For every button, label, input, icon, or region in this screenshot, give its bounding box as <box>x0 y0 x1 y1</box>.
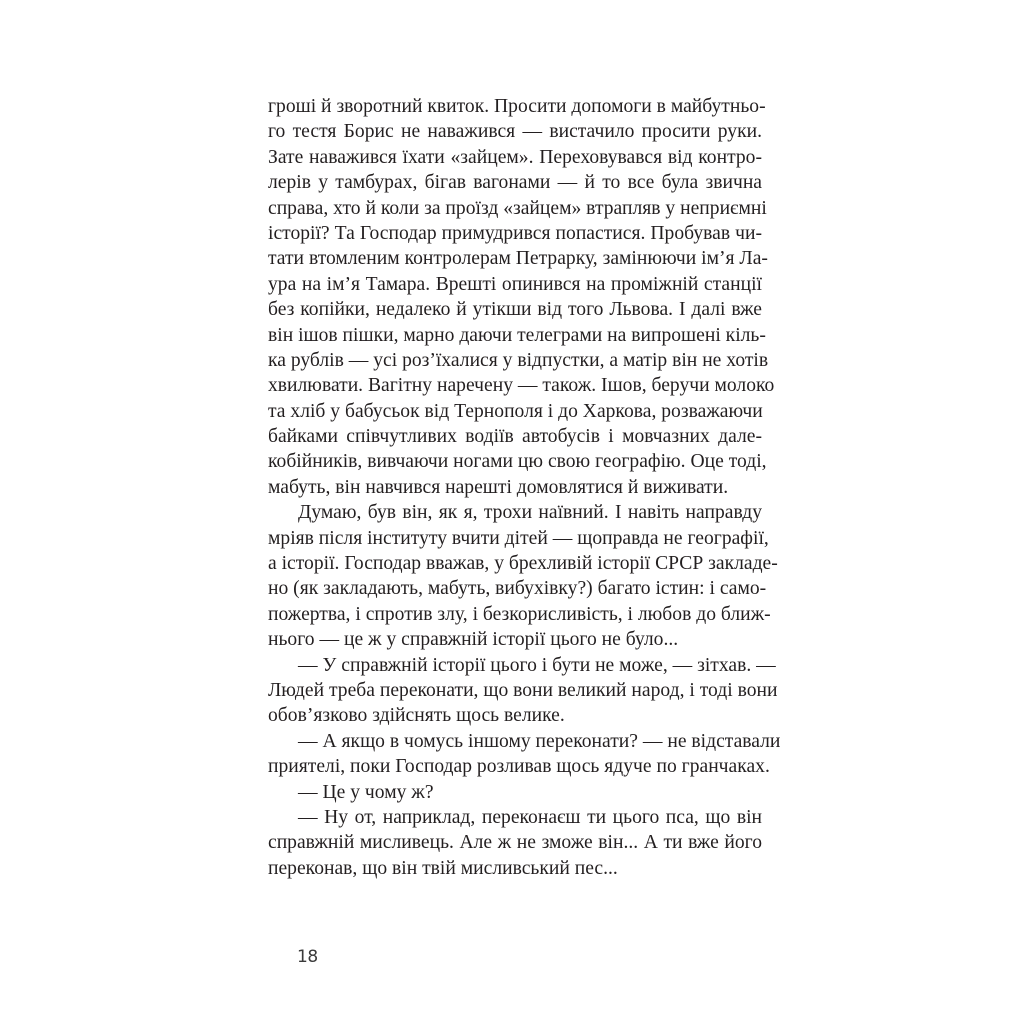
text-line: обов’язково здійснять щось велике. <box>268 705 565 727</box>
text-line: байками співчутливих водіїв автобусів і мовчазних дале- <box>268 426 762 448</box>
text-line: гроші й зворотний квиток. Просити допомоги в майбутньо- <box>268 96 766 117</box>
paragraph <box>268 94 775 500</box>
text-line: він ішов пішки, марно даючи телеграми на випрошені кіль- <box>268 324 766 346</box>
text-line: справа, хто й коли за проїзд «зайцем» втрапляв у неприємні <box>268 197 767 219</box>
dialogue-paragraph <box>268 653 778 729</box>
text-line: — А якщо в чомусь іншому переконати? — не відставали <box>298 730 781 752</box>
text-line: но (як закладають, мабуть, вибухівку?) багато істин: і само- <box>268 578 767 600</box>
text-line: нього — це ж у справжній історії цього не було... <box>268 629 679 651</box>
text-line: історії? Та Господар примудрився попастися. Пробував чи- <box>268 222 762 244</box>
text-line: кобійників, вивчаючи ногами цю свою географію. Оце тоді, <box>268 451 767 473</box>
text-line: — Ну от, наприклад, переконаєш ти цього пса, що він <box>298 806 762 828</box>
text-line: справжній мисливець. Але ж не зможе він... А ти вже його <box>268 832 762 854</box>
text-line: — У справжній історії цього і бути не може, — зітхав. — <box>298 654 776 676</box>
page-number: 18 <box>297 947 318 967</box>
body-text <box>268 94 781 881</box>
text-line: переконав, що він твій мисливський пес... <box>268 857 618 879</box>
dialogue-paragraph <box>268 780 762 805</box>
text-line: лерів у тамбурах, бігав вагонами — й то все була звична <box>268 172 762 194</box>
text-line: ка рублів — усі роз’їхалися у відпустки, а матір він не хотів <box>268 349 769 371</box>
text-line: Думаю, був він, як я, трохи наївний. І навіть направду <box>298 502 762 524</box>
text-line: тати втомленим контролерам Петрарку, замінюючи ім’я Ла- <box>268 248 768 270</box>
text-line: пожертва, і спротив злу, і безкорисливість, і любов до ближ- <box>268 603 771 625</box>
dialogue-paragraph <box>268 805 762 881</box>
text-line: Людей треба переконати, що вони великий народ, і тоді вони <box>268 679 778 701</box>
text-line: — Це у чому ж? <box>298 781 434 803</box>
text-line: мріяв після інституту вчити дітей — щоправда не географії, <box>268 527 769 549</box>
text-line: хвилювати. Вагітну наречену — також. Ішов, беручи молоко <box>268 375 775 397</box>
text-line: без копійки, недалеко й утікши від того Львова. І далі вже <box>268 299 762 321</box>
text-line: ура на ім’я Тамара. Врешті опинився на проміжній станції <box>268 273 762 295</box>
text-line: приятелі, поки Господар розливав щось ядуче по гранчаках. <box>268 756 770 778</box>
paragraph <box>268 500 778 652</box>
text-line: а історії. Господар вважав, у брехливій історії СРСР закладе- <box>268 553 778 575</box>
text-line: го тестя Борис не наважився — вистачило просити руки. <box>268 121 762 143</box>
text-line: Зате наважився їхати «зайцем». Переховувався від контро- <box>268 146 762 168</box>
text-line: та хліб у бабусьок від Тернополя і до Харкова, розважаючи <box>268 400 763 422</box>
text-line: мабуть, він навчився нарешті домовлятися й виживати. <box>268 476 729 498</box>
dialogue-paragraph <box>268 729 781 780</box>
